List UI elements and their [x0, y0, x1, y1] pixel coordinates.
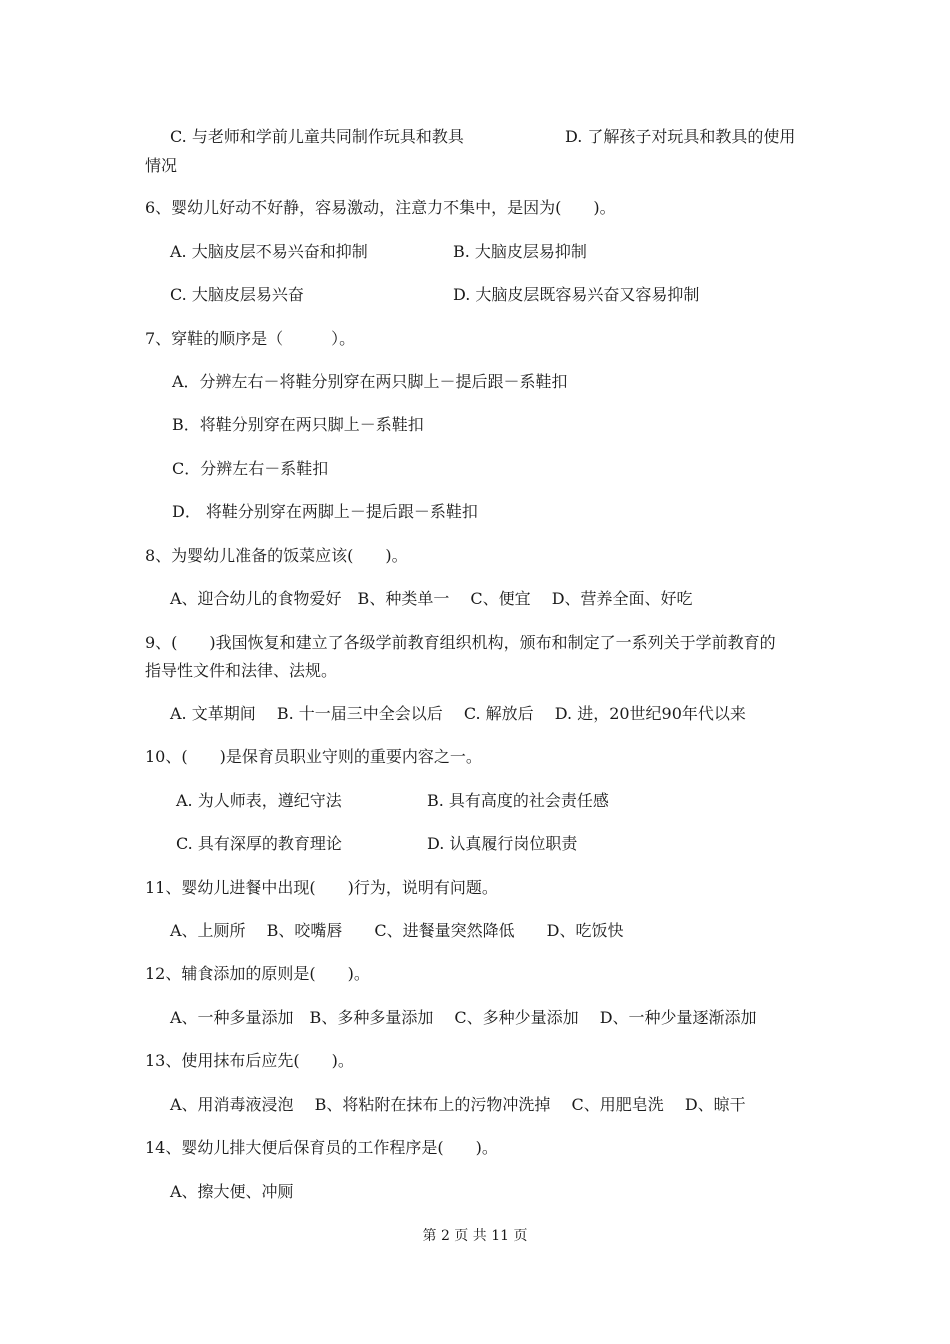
q10-option-b: B. 具有高度的社会责任感	[427, 791, 609, 810]
q10-option-a: A. 为人师表，遵纪守法	[176, 791, 342, 810]
q5-option-d-continuation: 情况	[145, 156, 178, 175]
q12-stem: 12、辅食添加的原则是( )。	[145, 964, 370, 983]
q11-stem: 11、婴幼儿进餐中出现( )行为，说明有问题。	[145, 878, 498, 897]
q7-stem: 7、穿鞋的顺序是（ ）。	[145, 329, 356, 348]
q12-options: A、一种多量添加 B、多种多量添加 C、多种少量添加 D、一种少量逐渐添加	[170, 1008, 757, 1027]
q10-stem: 10、( )是保育员职业守则的重要内容之一。	[145, 747, 482, 766]
q13-options: A、用消毒液浸泡 B、将粘附在抹布上的污物冲洗掉 C、用肥皂洗 D、晾干	[170, 1095, 746, 1114]
q5-option-d: D. 了解孩子对玩具和教具的使用	[565, 127, 796, 146]
q13-stem: 13、使用抹布后应先( )。	[145, 1051, 354, 1070]
q7-option-d: D． 将鞋分别穿在两脚上－提后跟－系鞋扣	[172, 502, 478, 521]
q7-option-a: A．分辨左右－将鞋分别穿在两只脚上－提后跟－系鞋扣	[172, 372, 568, 391]
q9-stem-line-2: 指导性文件和法律、法规。	[145, 661, 338, 680]
q7-option-b: B．将鞋分别穿在两只脚上－系鞋扣	[172, 415, 424, 434]
q7-option-c: C．分辨左右－系鞋扣	[172, 459, 329, 478]
q14-stem: 14、婴幼儿排大便后保育员的工作程序是( )。	[145, 1138, 498, 1157]
q10-option-d: D. 认真履行岗位职责	[427, 834, 578, 853]
q6-stem: 6、婴幼儿好动不好静，容易激动，注意力不集中，是因为( )。	[145, 198, 616, 217]
q5-option-c: C. 与老师和学前儿童共同制作玩具和教具	[170, 127, 464, 146]
q10-option-c: C. 具有深厚的教育理论	[176, 834, 342, 853]
q9-stem-line-1: 9、( )我国恢复和建立了各级学前教育组织机构，颁布和制定了一系列关于学前教育的	[145, 633, 776, 652]
q11-options: A、上厕所 B、咬嘴唇 C、进餐量突然降低 D、吃饭快	[170, 921, 624, 940]
page-number-footer: 第 2 页 共 11 页	[422, 1228, 528, 1244]
q6-option-a: A. 大脑皮层不易兴奋和抑制	[170, 242, 368, 261]
q14-option-a: A、擦大便、冲厕	[170, 1182, 294, 1201]
q6-option-c: C. 大脑皮层易兴奋	[170, 285, 304, 304]
q6-option-d: D. 大脑皮层既容易兴奋又容易抑制	[453, 285, 700, 304]
q8-options: A、迎合幼儿的食物爱好 B、种类单一 C、便宜 D、营养全面、好吃	[170, 589, 693, 608]
q8-stem: 8、为婴幼儿准备的饭菜应该( )。	[145, 546, 408, 565]
q6-option-b: B. 大脑皮层易抑制	[453, 242, 587, 261]
q9-options: A. 文革期间 B. 十一届三中全会以后 C. 解放后 D. 进，20世纪90年代以来	[170, 704, 746, 723]
